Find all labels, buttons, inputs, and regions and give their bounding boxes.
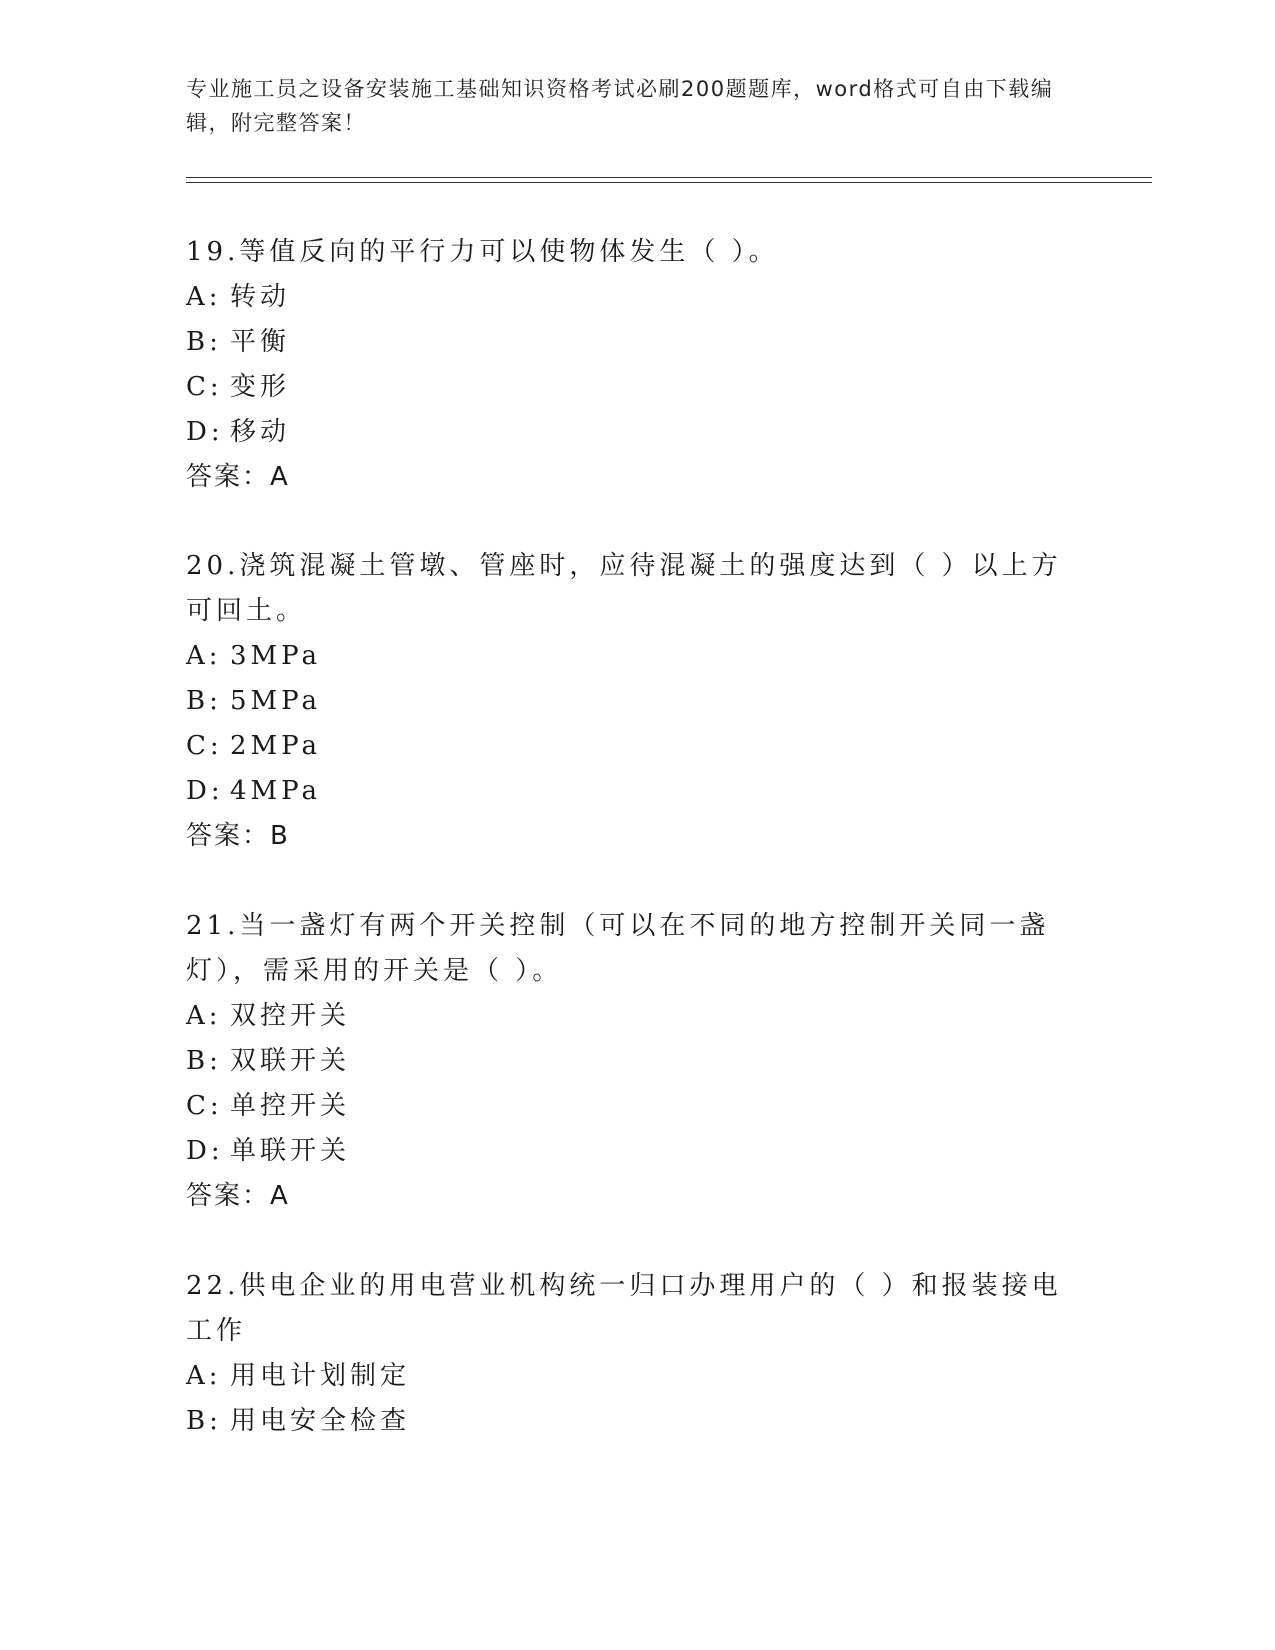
answer-line: 答案：B [186, 821, 290, 851]
question-text: 22.供电企业的用电营业机构统一归口办理用户的（ ）和报装接电工作 [186, 1271, 1062, 1346]
question-text: 20.浇筑混凝土管墩、管座时，应待混凝土的强度达到（ ）以上方可回土。 [186, 551, 1062, 626]
option-a [186, 275, 1066, 320]
question-22 [186, 1264, 1066, 1444]
question-text: 21.当一盏灯有两个开关控制（可以在不同的地方控制开关同一盏灯），需采用的开关是（ ）。 [186, 911, 1050, 986]
question-text: 19.等值反向的平行力可以使物体发生（ ）。 [186, 237, 779, 267]
option-text: 变形 [230, 372, 291, 402]
option-a [186, 634, 1066, 679]
option-c [186, 1084, 1066, 1129]
option-text: 转动 [230, 282, 291, 312]
option-key: D: [186, 1136, 224, 1166]
option-d [186, 769, 1066, 814]
question-20 [186, 544, 1066, 859]
document-header [186, 72, 1086, 140]
header-title: 专业施工员之设备安装施工基础知识资格考试必刷200题题库，word格式可自由下载编辑，附完整答案！ [186, 77, 1054, 135]
option-key: C: [186, 1091, 223, 1121]
option-key: A: [186, 641, 222, 671]
option-text: 5MPa [230, 686, 321, 716]
option-key: A: [186, 282, 222, 312]
option-text: 移动 [230, 417, 291, 447]
answer-line: 答案：A [186, 462, 290, 492]
option-c [186, 365, 1066, 410]
question-19 [186, 230, 1066, 500]
option-key: A: [186, 1001, 222, 1031]
option-key: B: [186, 686, 222, 716]
option-text: 双联开关 [230, 1046, 351, 1076]
option-text: 单联开关 [230, 1136, 351, 1166]
option-text: 3MPa [230, 641, 321, 671]
option-a [186, 994, 1066, 1039]
option-text: 双控开关 [230, 1001, 351, 1031]
option-b [186, 1039, 1066, 1084]
header-rule-bottom [186, 182, 1152, 183]
option-c [186, 724, 1066, 769]
option-key: D: [186, 776, 224, 806]
option-d [186, 1129, 1066, 1174]
option-key: B: [186, 1046, 222, 1076]
option-d [186, 410, 1066, 455]
header-rule-top [186, 177, 1152, 178]
option-text: 2MPa [230, 731, 321, 761]
option-b [186, 1399, 1066, 1444]
option-key: C: [186, 372, 223, 402]
option-key: A: [186, 1361, 222, 1391]
option-b [186, 320, 1066, 365]
answer-line: 答案：A [186, 1181, 290, 1211]
option-key: D: [186, 417, 224, 447]
option-text: 平衡 [230, 327, 291, 357]
option-text: 用电安全检查 [230, 1406, 411, 1436]
option-text: 单控开关 [230, 1091, 351, 1121]
option-text: 4MPa [230, 776, 321, 806]
option-key: B: [186, 327, 222, 357]
option-b [186, 679, 1066, 724]
option-key: C: [186, 731, 223, 761]
option-text: 用电计划制定 [230, 1361, 411, 1391]
option-key: B: [186, 1406, 222, 1436]
question-21 [186, 904, 1066, 1219]
option-a [186, 1354, 1066, 1399]
